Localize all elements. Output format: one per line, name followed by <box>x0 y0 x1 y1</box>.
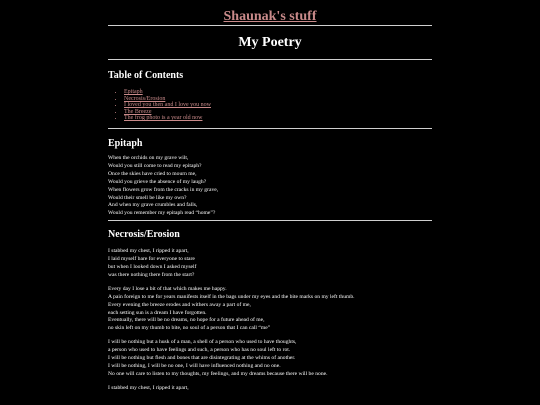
poem-line: I laid myself bare for everyone to stare <box>108 256 195 263</box>
poem-line: I will be nothing but flesh and bones that are disintegrating at the whims of another. <box>108 355 296 362</box>
poem-necrosis-erosion <box>108 248 432 393</box>
poem-line: Once the skies have cried to mourn me, <box>108 170 197 177</box>
poem-line: but when I looked down I asked myself <box>108 264 197 271</box>
poem-line: was there nothing there from the start? <box>108 271 195 278</box>
toc-link-the-breeze[interactable]: The Breeze <box>124 108 152 115</box>
poem-line: I will be nothing but a husk of a man, a shell of a person who used to have thoughts, <box>108 339 297 346</box>
poem-line: When flowers grow from the cracks in my grave, <box>108 186 219 193</box>
poem-stanza <box>108 248 432 280</box>
poem-line: Would their smell be like my own? <box>108 194 187 201</box>
toc-link-i-loved-you[interactable]: I loved you then and I love you now <box>124 102 211 109</box>
poem-line: Every day I lose a bit of that which makes me happy. <box>108 285 227 292</box>
poem-heading-necrosis-erosion: Necrosis/Erosion <box>108 229 180 241</box>
divider <box>108 59 432 60</box>
page-content <box>108 0 432 399</box>
poem-line: Would you still come to read my epitaph? <box>108 162 202 169</box>
poem-line: No one will care to listen to my thoughts, my feelings, and my dreams because there will be none. <box>108 370 328 377</box>
divider <box>108 25 432 26</box>
poem-line: Would you remember my epitaph read “home”? <box>108 210 216 217</box>
toc-item <box>124 89 432 96</box>
poem-line: each setting sun is a dream I have forgotten. <box>108 309 207 316</box>
poem-stanza <box>108 339 432 379</box>
divider <box>108 128 432 129</box>
toc-item <box>124 115 432 122</box>
poem-line: A pain foreign to me for years manifests itself in the bags under my eyes and the bite marks on my left thumb. <box>108 293 355 300</box>
poem-line: I stabbed my chest, I ripped it apart, <box>108 384 189 391</box>
poem-stanza <box>108 385 432 393</box>
site-title-link[interactable]: Shaunak's stuff <box>223 9 317 24</box>
poem-epitaph <box>108 155 432 218</box>
poem-heading-epitaph: Epitaph <box>108 137 143 149</box>
poem-line: Eventually, there will be no dreams, no hope for a future ahead of me, <box>108 317 265 324</box>
poem-line: I stabbed my chest, I ripped it apart, <box>108 248 189 255</box>
poem-line: And when my grave crumbles and falls, <box>108 202 198 209</box>
toc-link-necrosis-erosion[interactable]: Necrosis/Erosion <box>124 95 166 102</box>
poem-line: I will be nothing, I will be no one, I will have influenced nothing and no one. <box>108 363 281 369</box>
divider <box>108 220 432 221</box>
poem-line: Would you grieve the absence of my laugh? <box>108 178 207 185</box>
table-of-contents <box>108 89 432 122</box>
toc-item <box>124 102 432 109</box>
poem-stanza <box>108 286 432 333</box>
poem-line: Every evening the breeze erodes and withers away a part of me, <box>108 301 251 308</box>
page-title: My Poetry <box>238 35 302 50</box>
toc-heading: Table of Contents <box>108 70 184 81</box>
toc-link-epitaph[interactable]: Epitaph <box>124 89 143 95</box>
poem-line: When the orchids on my grave wilt, <box>108 154 189 161</box>
toc-link-frog-photo[interactable]: The frog photo is a year old now <box>124 115 203 122</box>
poem-line: a person who used to have feelings and such, a person who has no soul left to rot. <box>108 347 291 354</box>
toc-item <box>124 96 432 103</box>
poem-line: no skin left on my thumb to bite, no soul of a person that I can call “me” <box>108 325 271 332</box>
